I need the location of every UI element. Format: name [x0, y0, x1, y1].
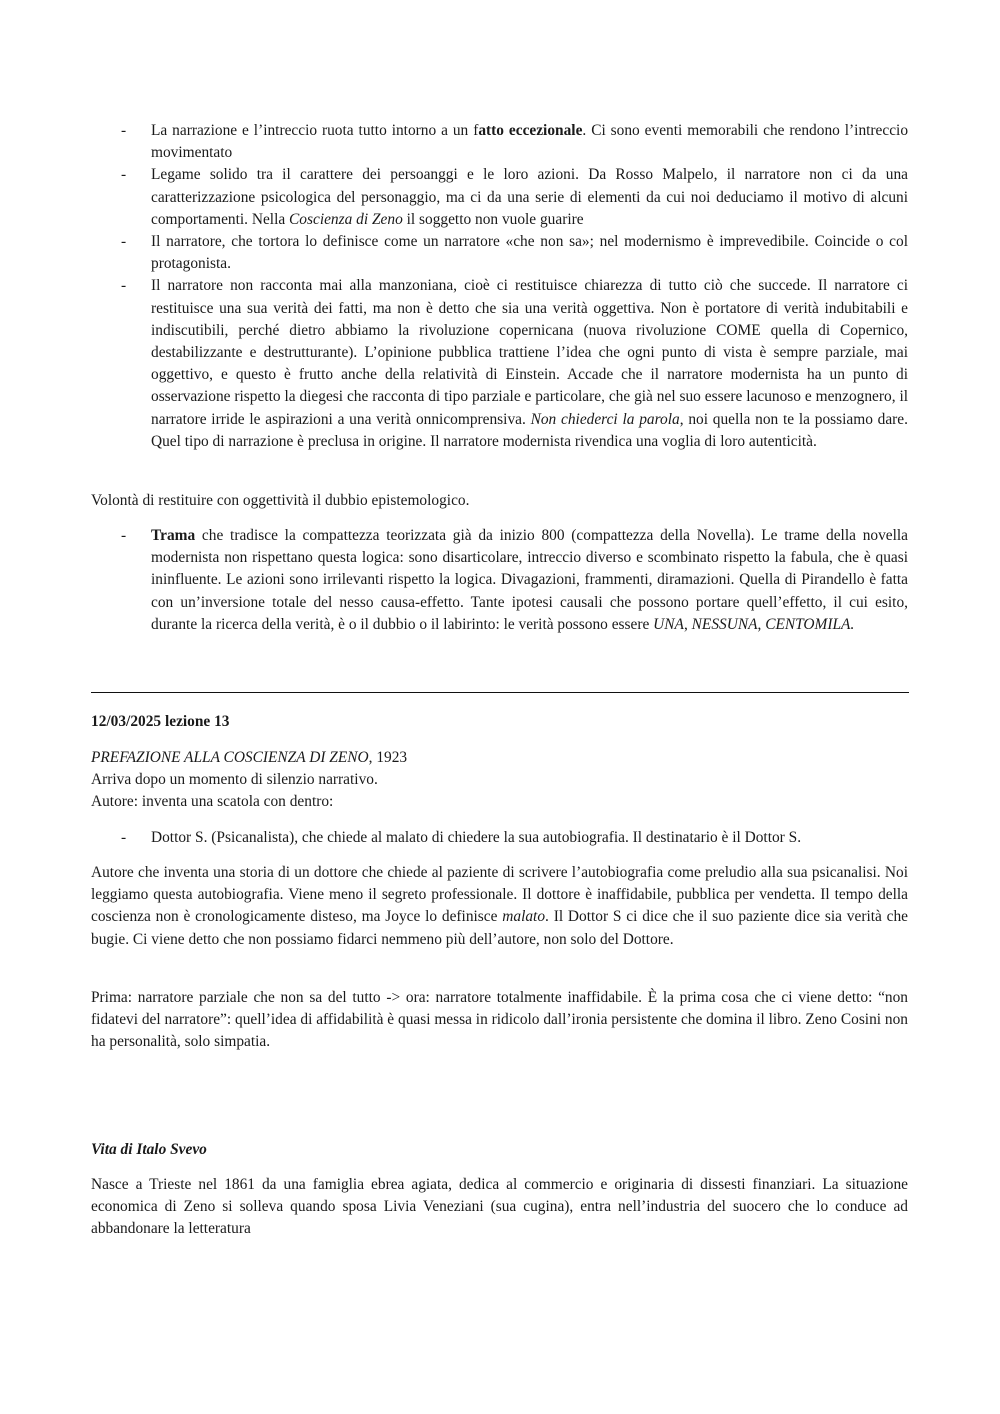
paragraph-text: Autore che inventa una storia di un dottore che chiede al paziente di scrivere l’autobiografia come preludio alla sua psicanalisi. Noi leggiamo questa autobiografia. Viene meno il segreto professionale. Il dottore è inaffidabile, pubblica per vendetta. Il tempo della coscienza non è cronologicamente disteso, ma Joyce lo definisce [91, 864, 908, 926]
list-item [91, 120, 908, 164]
bullet-text: Il narratore, che tortora lo definisce come un narratore «che non sa»; nel modernismo è imprevedibile. Coincide o col protagonista. [151, 233, 908, 273]
doctor-bullet-list [91, 827, 908, 849]
text-line: Arriva dopo un momento di silenzio narrativo. [91, 771, 378, 789]
bold-text: atto eccezionale [478, 122, 583, 139]
list-item [91, 827, 908, 849]
horizontal-divider [91, 692, 909, 693]
italic-text: UNA [653, 615, 684, 633]
title-year: , 1923 [368, 749, 408, 766]
bullet-text: La narrazione e l’intreccio ruota tutto intorno a un f [151, 122, 479, 139]
narrator-bullet-list [91, 120, 908, 453]
italic-text: Coscienza di Zeno [289, 210, 403, 228]
italic-title: PREFAZIONE ALLA COSCIENZA DI ZENO [91, 749, 369, 766]
italic-text: CENTOMILA. [765, 615, 855, 633]
paragraph: Prima: narratore parziale che non sa del tutto -> ora: narratore totalmente inaffidabile. È la prima cosa che ci viene detto: “non fidatevi del narratore”: quell’idea di affidabilità è quasi messa in ridicolo dall’ironia persistente che domina il libro. Zeno Cosini non ha personalità, solo simpatia. [91, 989, 908, 1051]
preface-title [91, 747, 908, 769]
bullet-text: . Ci sono eventi memorabili che rendono l’intreccio movimentato [151, 122, 909, 162]
list-item [91, 525, 908, 636]
italic-text: NESSUNA [691, 615, 758, 633]
section-title: Vita di Italo Svevo [91, 1141, 207, 1158]
italic-text: malato [502, 908, 546, 926]
bullet-text: il soggetto non vuole guarire [402, 210, 584, 228]
paragraph [91, 862, 908, 951]
paragraph-text: . Il Dottor S ci dice che il suo paziente dice sia verità che bugie. Ci viene detto che non possiamo fidarci nemmeno più dell’autore, non solo del Dottore. [91, 908, 908, 948]
lesson-date: 12/03/2025 lezione 13 [91, 713, 230, 730]
trama-bullet-list [91, 525, 908, 636]
paragraph: Volontà di restituire con oggettività il dubbio epistemologico. [91, 492, 470, 509]
italic-text: Non chiederci la parola [530, 410, 680, 428]
bold-text: Trama [151, 527, 196, 544]
bullet-text: Il narratore non racconta mai alla manzoniana, cioè ci restituisce chiarezza di tutto ciò che succede. Il narratore ci restituisce una sua verità dei fatti, ma non è detto che sia una verità oggettiva. Non è portatore di verità indubitabili e indiscutibili, perché dietro abbiamo la rivoluzione copernicana (nuova rivoluzione COME quella di Copernico, destabilizzante e destrutturante). L’opinione pubblica trattiene l’idea che ogni punto di vista è sempre parziale, mai oggettivo, e questo è frutto anche della relatività di Einstein. Accade che il narratore modernista ha un punto di osservazione rispetto la diegesi che racconta di tipo parziale e particolare, che già nel suo essere lacunoso e menzognero, il narratore irride le aspirazioni a una verità onnicomprensiva. [151, 277, 908, 428]
separator-text: , [757, 615, 766, 633]
preface-block [91, 747, 908, 814]
separator-text: , [683, 615, 692, 633]
list-item [91, 275, 908, 453]
bullet-text: Dottor S. (Psicanalista), che chiede al malato di chiedere la sua autobiografia. Il destinatario è il Dottor S. [151, 829, 802, 846]
bullet-text: Legame solido tra il carattere dei persoanggi e le loro azioni. Da Rosso Malpelo, il narratore non ci da una caratterizzazione psicologica del personaggio, ma ci da una serie di elementi da cui noi deduciamo il motivo di alcuni comportamenti. Nella [151, 166, 908, 228]
paragraph: Nasce a Trieste nel 1861 da una famiglia ebrea agiata, dedica al commercio e originaria di dissesti finanziari. La situazione economica di Zeno si solleva quando sposa Livia Veneziani (sua cugina), entra nell’industria del suocero che lo conduce ad abbandonare la letteratura [91, 1176, 908, 1238]
section-heading [91, 1139, 908, 1161]
lesson-heading [91, 711, 908, 733]
text-line: Autore: inventa una scatola con dentro: [91, 793, 334, 811]
list-item [91, 231, 908, 275]
list-item [91, 164, 908, 231]
bullet-text: , noi quella non te la possiamo dare. Quel tipo di narrazione è preclusa in origine. Il narratore modernista rivendica una voglia di loro autenticità. [151, 410, 908, 450]
bullet-text: che tradisce la compattezza teorizzata già da inizio 800 (compattezza della Novella). Le trame della novella modernista non rispettano questa logica: sono disarticolare, intreccio diverso e scombinato rispetto la fabula, che è quasi ininfluente. Le azioni sono irrilevanti rispetto la logica. Divagazioni, frammenti, diramazioni. Quella di Pirandello è fatta con un’inversione totale del nesso causa-effetto. Tante ipotesi causali che possono portare quell’effetto, il cui esito, durante la ricerca della verità, è o il dubbio o il labirinto: le verità possono essere [151, 527, 908, 633]
